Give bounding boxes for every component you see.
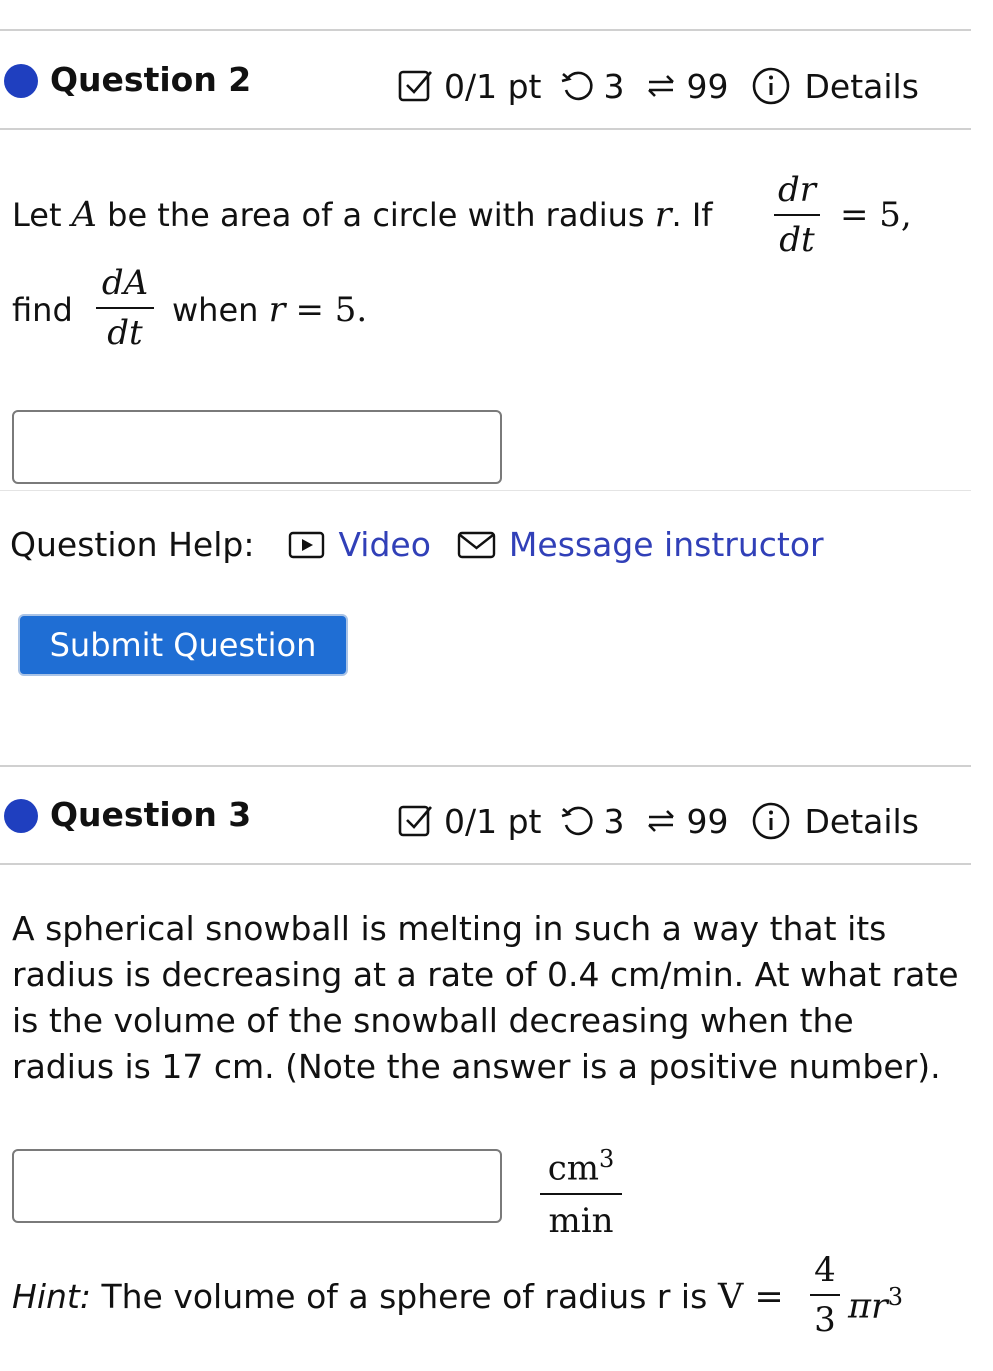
- question-2-title: Question 2: [50, 60, 252, 99]
- question-2-meta: [398, 66, 919, 106]
- question-3-attempts: 99: [686, 801, 729, 841]
- video-icon[interactable]: [288, 530, 326, 560]
- divider-top: [0, 29, 971, 31]
- question-3-text: A spherical snowball is melting in such a way that its radius is decreasing at a rate of 0.4 cm/min. At what rate is the volume of the snowball decreasing when the radius is 17 cm. (Note the answer is a positive number).: [12, 909, 959, 1086]
- score-check-icon: [398, 68, 434, 104]
- info-icon[interactable]: [751, 801, 791, 841]
- video-link[interactable]: Video: [338, 525, 431, 564]
- question-help-row: [10, 522, 824, 568]
- divider-q3-top: [0, 765, 971, 767]
- question-2-drdt-fraction: dr dt: [774, 170, 820, 260]
- hint-text: The volume of a sphere of radius r is: [101, 1277, 708, 1316]
- question-2-dadt-fraction: dA dt: [96, 263, 154, 353]
- question-3-meta: [398, 801, 919, 841]
- units-fraction: $cm^3$ min: [540, 1136, 622, 1241]
- divider-q3-header: [0, 863, 971, 865]
- divider-answer: [0, 490, 971, 491]
- question-2-attempts: 99: [686, 66, 729, 106]
- question-2-line-1: Let A be the area of a circle with radius r. If: [12, 195, 713, 235]
- question-2-condition: when r = 5.: [172, 290, 368, 330]
- score-check-icon: [398, 803, 434, 839]
- question-2-score: 0/1 pt: [444, 66, 542, 106]
- question-3-details-link[interactable]: Details: [804, 801, 919, 841]
- formula-rest: $\pi r^3$: [848, 1283, 904, 1327]
- mail-icon[interactable]: [457, 530, 497, 560]
- retry-icon: [560, 68, 596, 104]
- question-help-label: Question Help:: [10, 525, 255, 564]
- question-3-score: 0/1 pt: [444, 801, 542, 841]
- question-3-status-dot: [4, 799, 38, 833]
- retry-icon: [560, 803, 596, 839]
- question-3-title: Question 3: [50, 795, 252, 834]
- question-3-retries: 3: [603, 801, 625, 841]
- question-2-status-dot: [4, 64, 38, 98]
- message-instructor-link[interactable]: Message instructor: [508, 525, 824, 564]
- attempts-icon: [643, 803, 679, 839]
- divider-q2-header: [0, 128, 971, 130]
- question-2-find-label: find: [12, 291, 73, 329]
- formula-lhs: V =: [718, 1277, 784, 1317]
- submit-question-button[interactable]: Submit Question: [18, 614, 348, 676]
- question-3-answer-input[interactable]: [12, 1149, 502, 1223]
- formula-fraction: 4 3: [810, 1250, 840, 1340]
- hint-label: Hint:: [12, 1277, 91, 1316]
- question-2-rate-value: = 5,: [840, 195, 912, 235]
- hint-row: [12, 1274, 707, 1320]
- question-2-answer-input[interactable]: [12, 410, 502, 484]
- attempts-icon: [643, 68, 679, 104]
- question-2-retries: 3: [603, 66, 625, 106]
- question-2-details-link[interactable]: Details: [804, 66, 919, 106]
- info-icon[interactable]: [751, 66, 791, 106]
